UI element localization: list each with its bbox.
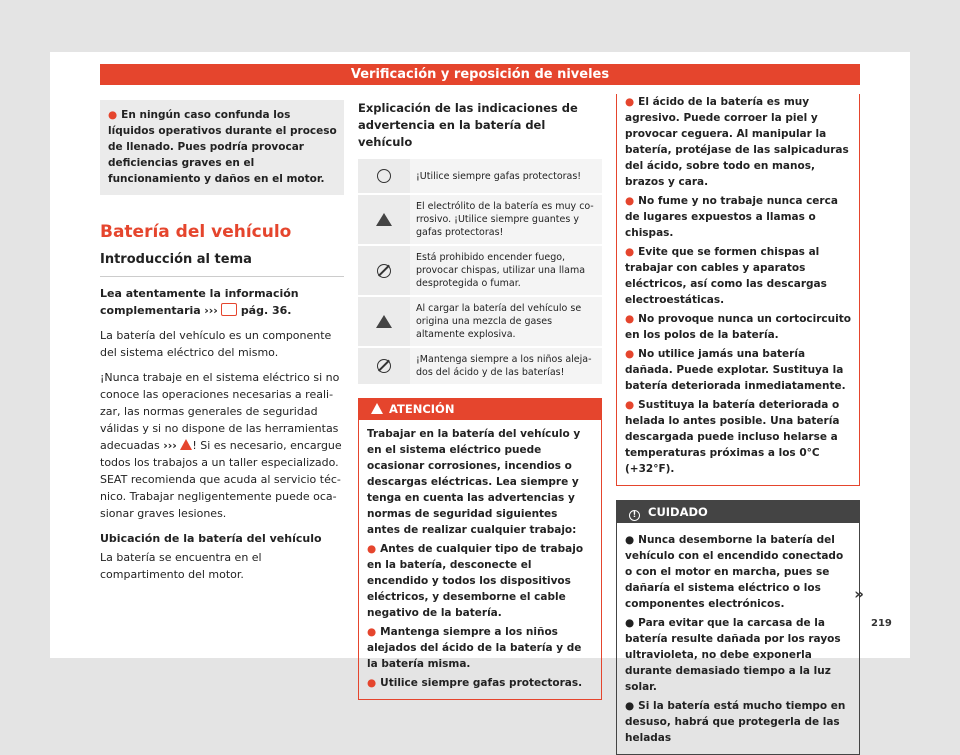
- page-header: Verificación y reposición de niveles: [100, 64, 860, 85]
- list-item: ● No fume y no trabaje nunca cerca de lugares expuestos a llamas o chispas.: [625, 195, 838, 239]
- bullet-icon: ●: [625, 617, 635, 629]
- bullet-icon: ●: [625, 246, 635, 258]
- paragraph-2-start: ¡Nunca trabaje en el sistema eléctrico si no conoce las operaciones necesarias a realizar, las normas generales de seguridad válidas y si no dispone de las herramientas adecuadas: [100, 371, 340, 452]
- list-item: ● Utilice siempre gafas protectoras.: [367, 677, 583, 689]
- table-row-text: ¡Mantenga siempre a los niños alejados del ácido y de las baterías!: [410, 348, 602, 384]
- continue-mark: »: [854, 585, 864, 603]
- intro-page-ref[interactable]: pág. 36.: [240, 304, 292, 317]
- bullet-icon: ●: [367, 543, 377, 555]
- note-box: [100, 100, 344, 195]
- middle-column: [358, 100, 602, 700]
- warning-triangle-icon[interactable]: [180, 439, 192, 450]
- bullet-icon: ●: [625, 700, 635, 712]
- no-children-icon: [377, 359, 391, 373]
- list-item: ● El ácido de la batería es muy agresivo. Puede corroer la piel y provocar ceguera. Al manipular la batería, protéjase de las salpicaduras del ácido, sobre todo en manos, brazos y cara.: [625, 96, 849, 188]
- list-item: ● Evite que se formen chispas al trabajar con cables y aparatos eléctricos, así como las descargas electroestáticas.: [625, 246, 827, 306]
- page-number: 219: [871, 618, 892, 629]
- caution-header: [617, 501, 859, 523]
- warning-box: [358, 398, 602, 700]
- intro-ref-arrows: ›››: [204, 304, 218, 317]
- bullet-icon: ●: [625, 534, 635, 546]
- list-item: ● Nunca desemborne la batería del vehículo con el encendido conectado o con el motor en marcha, pues se dañaría el sistema eléctrico o los componentes electrónicos.: [625, 534, 844, 610]
- table-row-text: Está prohibido encender fuego, provocar chispas, utilizar una llama desprotegida o fumar.: [410, 246, 602, 295]
- table-row: [358, 246, 602, 297]
- caution-title: CUIDADO: [648, 505, 708, 519]
- table-row: [358, 159, 602, 195]
- location-text: La batería se encuentra en el compartimento del motor.: [100, 551, 262, 581]
- paragraph-2-end: ! Si es necesario, encargue todos los trabajos a un taller especializado. SEAT recomienda que acuda al servicio técnico. Trabajar negligentemente puede ocasionar graves lesiones.: [100, 439, 342, 520]
- section-title: Batería del vehículo: [100, 222, 292, 242]
- right-column: [616, 96, 860, 755]
- list-item: ● Para evitar que la carcasa de la batería resulte dañada por los rayos ultravioleta, no debe exponerla durante demasiado tiempo a la luz solar.: [625, 617, 841, 693]
- left-column: [100, 100, 344, 583]
- table-row-text: ¡Utilice siempre gafas protectoras!: [410, 159, 602, 193]
- caution-body: [617, 523, 859, 754]
- corrosive-icon: [376, 213, 392, 226]
- intro-bold-text: Lea atentamente la información complementaria: [100, 287, 299, 317]
- bullet-icon: ●: [367, 626, 377, 638]
- location-title: Ubicación de la batería del vehículo: [100, 532, 322, 545]
- table-row: [358, 195, 602, 246]
- list-item: ● Sustituya la batería deteriorada o helada lo antes posible. Una batería descargada puede incluso helarse a temperaturas próximas a los 0°C (+32°F).: [625, 399, 840, 475]
- warning-intro: Trabajar en la batería del vehículo y en el sistema eléctrico puede ocasionar corrosiones, incendios o descargas eléctricas. Lea siempre y tenga en cuenta las advertencias y normas de seguridad siguientes antes de realizar cualquier trabajo:: [367, 428, 581, 536]
- intro-paragraph: [100, 285, 344, 319]
- bullet-icon: ●: [625, 313, 635, 325]
- bullet-icon: ●: [108, 109, 118, 121]
- paragraph-2-ref-arrows: ›››: [163, 439, 177, 452]
- subsection-title: Introducción al tema: [100, 251, 344, 277]
- warning-body: [359, 420, 601, 699]
- bullet-icon: ●: [625, 399, 635, 411]
- paragraph-1: La batería del vehículo es un componente del sistema eléctrico del mismo.: [100, 329, 332, 359]
- table-row: [358, 348, 602, 386]
- warning-title: ATENCIÓN: [389, 402, 455, 416]
- table-title: Explicación de las indicaciones de advertencia en la batería del vehículo: [358, 101, 578, 149]
- table-row-text: Al cargar la batería del vehículo se origina una mezcla de gases altamente explosiva.: [410, 297, 602, 346]
- caution-box: [616, 500, 860, 755]
- goggles-icon: [377, 169, 391, 183]
- bullet-icon: ●: [367, 677, 377, 689]
- warning-triangle-icon: [371, 403, 383, 414]
- warning-box-continued: [616, 94, 860, 486]
- list-item: ● Si la batería está mucho tiempo en desuso, habrá que protegerla de las heladas: [625, 700, 846, 744]
- bullet-icon: ●: [625, 195, 635, 207]
- explosive-icon: [376, 315, 392, 328]
- book-icon[interactable]: [221, 303, 237, 316]
- list-item: ● Mantenga siempre a los niños alejados del ácido de la batería y de la batería misma.: [367, 626, 582, 670]
- info-circle-icon: !: [629, 510, 640, 521]
- paragraph-2: [100, 369, 344, 522]
- note-text: En ningún caso confunda los líquidos operativos durante el proceso de llenado. Pues podría provocar deficiencias graves en el funcionamiento y daños en el motor.: [108, 109, 337, 185]
- warning-header: [359, 399, 601, 420]
- list-item: ● No utilice jamás una batería dañada. Puede explotar. Sustituya la batería deteriorada inmediatamente.: [625, 348, 846, 392]
- warning-symbols-table: [358, 159, 602, 386]
- bullet-icon: ●: [625, 348, 635, 360]
- list-item: ● No provoque nunca un cortocircuito en los polos de la batería.: [625, 313, 851, 341]
- table-row: [358, 297, 602, 348]
- no-fire-icon: [377, 264, 391, 278]
- table-row-text: El electrólito de la batería es muy corrosivo. ¡Utilice siempre guantes y gafas protectoras!: [410, 195, 602, 244]
- bullet-icon: ●: [625, 96, 635, 108]
- list-item: ● Antes de cualquier tipo de trabajo en la batería, desconecte el encendido y todos los dispositivos eléctricos, y desemborne el cable negativo de la batería.: [367, 543, 584, 619]
